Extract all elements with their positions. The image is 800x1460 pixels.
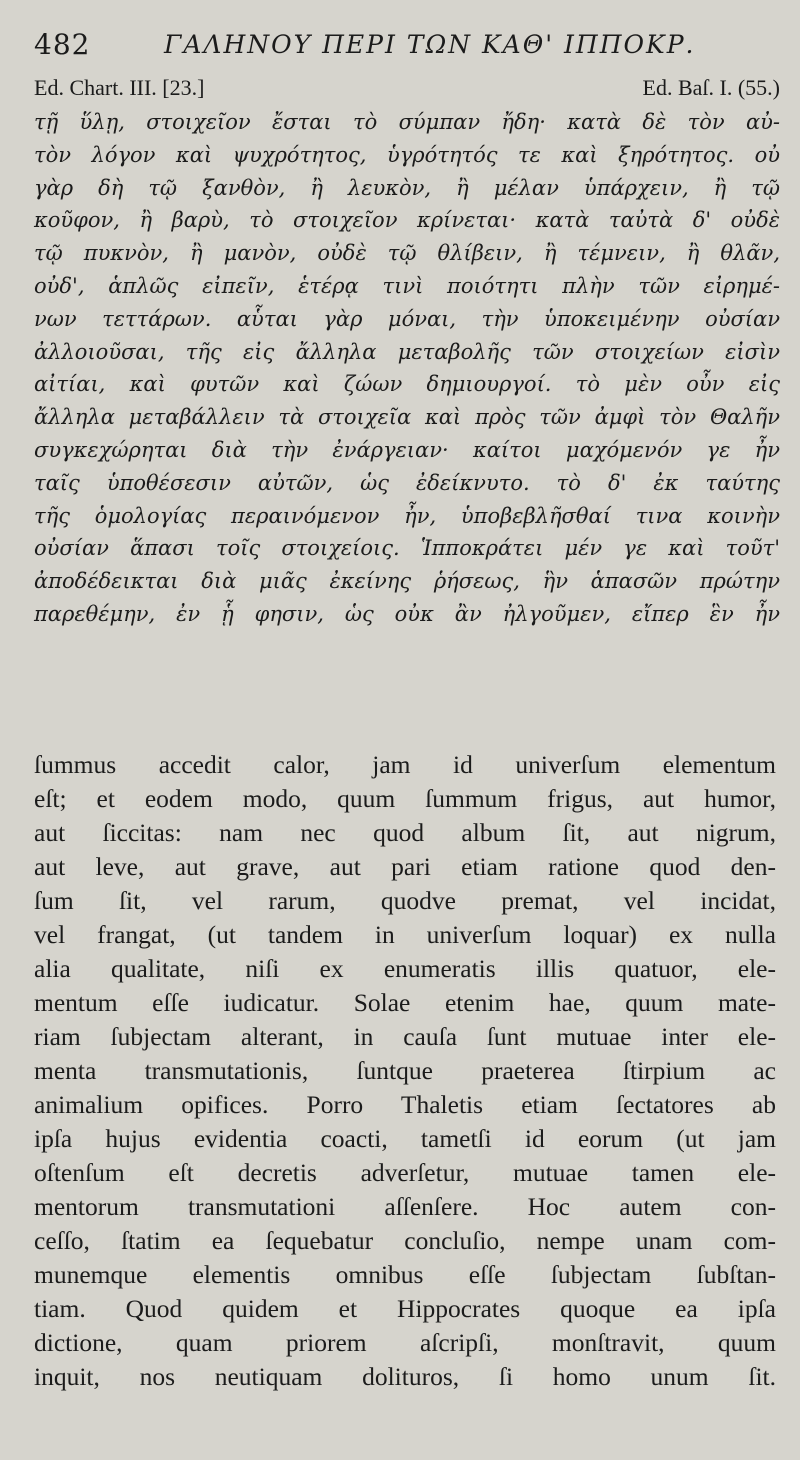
greek-text-line: ἀλλοιοῦσαι, τῆς εἰς ἄλληλα μεταβολῆς τῶν στοιχείων εἰσὶν bbox=[34, 339, 780, 364]
latin-text-line: oſtenſum eſt decretis adverſetur, mutuae tamen ele- bbox=[34, 1158, 776, 1187]
greek-text-line: οὐδ', ἁπλῶς εἰπεῖν, ἑτέρᾳ τινὶ ποιότητι πλὴν τῶν εἰρημέ- bbox=[34, 273, 780, 298]
latin-text-line: ipſa hujus evidentia coacti, tametſi id eorum (ut jam bbox=[34, 1124, 776, 1153]
latin-text-line: menta transmutationis, ſuntque praeterea ſtirpium ac bbox=[34, 1056, 776, 1085]
latin-text-line: aut ſiccitas: nam nec quod album ſit, aut nigrum, bbox=[34, 818, 776, 847]
latin-text-line: alia qualitate, niſi ex enumeratis illis quatuor, ele- bbox=[34, 954, 776, 983]
edition-chartier: Ed. Chart. III. [23.] bbox=[34, 75, 205, 100]
greek-text-line: συγκεχώρηται διὰ τὴν ἐνάργειαν· καίτοι μαχόμενόν γε ἦν bbox=[34, 437, 780, 462]
greek-text-line: παρεθέμην, ἐν ᾗ φησιν, ὡς οὐκ ἂν ἠλγοῦμεν, εἴπερ ἓν ἦν bbox=[34, 601, 780, 626]
running-title: ΓΑΛΗΝΟΥ ΠΕΡΙ ΤΩΝ ΚΑΘ' ΙΠΠΟΚΡ. bbox=[164, 30, 696, 59]
greek-text-line: ταῖς ὑποθέσεσιν αὐτῶν, ὡς ἐδείκνυτο. τὸ δ' ἐκ ταύτης bbox=[34, 470, 780, 495]
greek-text-line: ἀποδέδεικται διὰ μιᾶς ἐκείνης ῥήσεως, ἣν ἁπασῶν πρώτην bbox=[34, 569, 780, 594]
latin-text-line: mentum eſſe iudicatur. Solae etenim hae, quum mate- bbox=[34, 988, 776, 1017]
greek-text-line: γὰρ δὴ τῷ ξανθὸν, ἢ λευκὸν, ἢ μέλαν ὑπάρχειν, ἢ τῷ bbox=[34, 175, 780, 200]
latin-text-line: tiam. Quod quidem et Hippocrates quoque ea ipſa bbox=[34, 1294, 776, 1323]
latin-text-line: inquit, nos neutiquam dolituros, ſi homo unum ſit. bbox=[34, 1362, 776, 1391]
latin-text-line: munemque elementis omnibus eſſe ſubjectam ſubſtan- bbox=[34, 1260, 776, 1289]
latin-text-line: ſum ſit, vel rarum, quodve premat, vel incidat, bbox=[34, 886, 776, 915]
latin-text-line: eſt; et eodem modo, quum ſummum frigus, aut humor, bbox=[34, 784, 776, 813]
greek-text-line: αἰτίαι, καὶ φυτῶν καὶ ζώων δημιουργοί. τὸ μὲν οὖν εἰς bbox=[34, 372, 780, 397]
greek-text-line: ἄλληλα μεταβάλλειν τὰ στοιχεῖα καὶ πρὸς τῶν ἀμφὶ τὸν Θαλῆν bbox=[34, 405, 780, 430]
greek-text-line: κοῦφον, ἢ βαρὺ, τὸ στοιχεῖον κρίνεται· κατὰ ταὐτὰ δ' οὐδὲ bbox=[34, 208, 780, 233]
latin-text-line: ſummus accedit calor, jam id univerſum elementum bbox=[34, 750, 776, 779]
greek-text-line: τὸν λόγον καὶ ψυχρότητος, ὑγρότητός τε καὶ ξηρότητος. οὐ bbox=[34, 142, 780, 167]
latin-text-line: vel frangat, (ut tandem in univerſum loquar) ex nulla bbox=[34, 920, 776, 949]
running-head bbox=[34, 28, 766, 68]
latin-text-block bbox=[34, 748, 776, 1394]
greek-text-line: τῇ ὕλῃ, στοιχεῖον ἔσται τὸ σύμπαν ἤδη· κατὰ δὲ τὸν αὐ- bbox=[34, 110, 780, 134]
greek-text-line: νων τεττάρων. αὗται γὰρ μόναι, τὴν ὑποκειμένην οὐσίαν bbox=[34, 306, 780, 331]
latin-text-line: riam ſubjectam alterant, in cauſa ſunt mutuae inter ele- bbox=[34, 1022, 776, 1051]
greek-text-line: οὐσίαν ἅπασι τοῖς στοιχείοις. Ἱπποκράτει μέν γε καὶ τοῦτ' bbox=[34, 536, 780, 561]
latin-text-line: animalium opifices. Porro Thaletis etiam ſectatores ab bbox=[34, 1090, 776, 1119]
page-number: 482 bbox=[34, 28, 91, 61]
edition-basel: Ed. Baſ. I. (55.) bbox=[642, 75, 780, 100]
greek-text-line: τῆς ὁμολογίας περαινόμενον ἦν, ὑποβεβλῆσθαί τινα κοινὴν bbox=[34, 503, 780, 528]
latin-text-line: mentorum transmutationi aſſenſere. Hoc autem con- bbox=[34, 1192, 776, 1221]
latin-text-line: dictione, quam priorem aſcripſi, monſtravit, quum bbox=[34, 1328, 776, 1357]
greek-text-line: τῷ πυκνὸν, ἢ μανὸν, οὐδὲ τῷ θλίβειν, ἢ τέμνειν, ἢ θλᾶν, bbox=[34, 241, 780, 266]
greek-text-block bbox=[34, 106, 780, 631]
latin-text-line: aut leve, aut grave, aut pari etiam ratione quod den- bbox=[34, 852, 776, 881]
edition-references bbox=[34, 75, 780, 107]
latin-text-line: ceſſo, ſtatim ea ſequebatur concluſio, nempe unam com- bbox=[34, 1226, 776, 1255]
